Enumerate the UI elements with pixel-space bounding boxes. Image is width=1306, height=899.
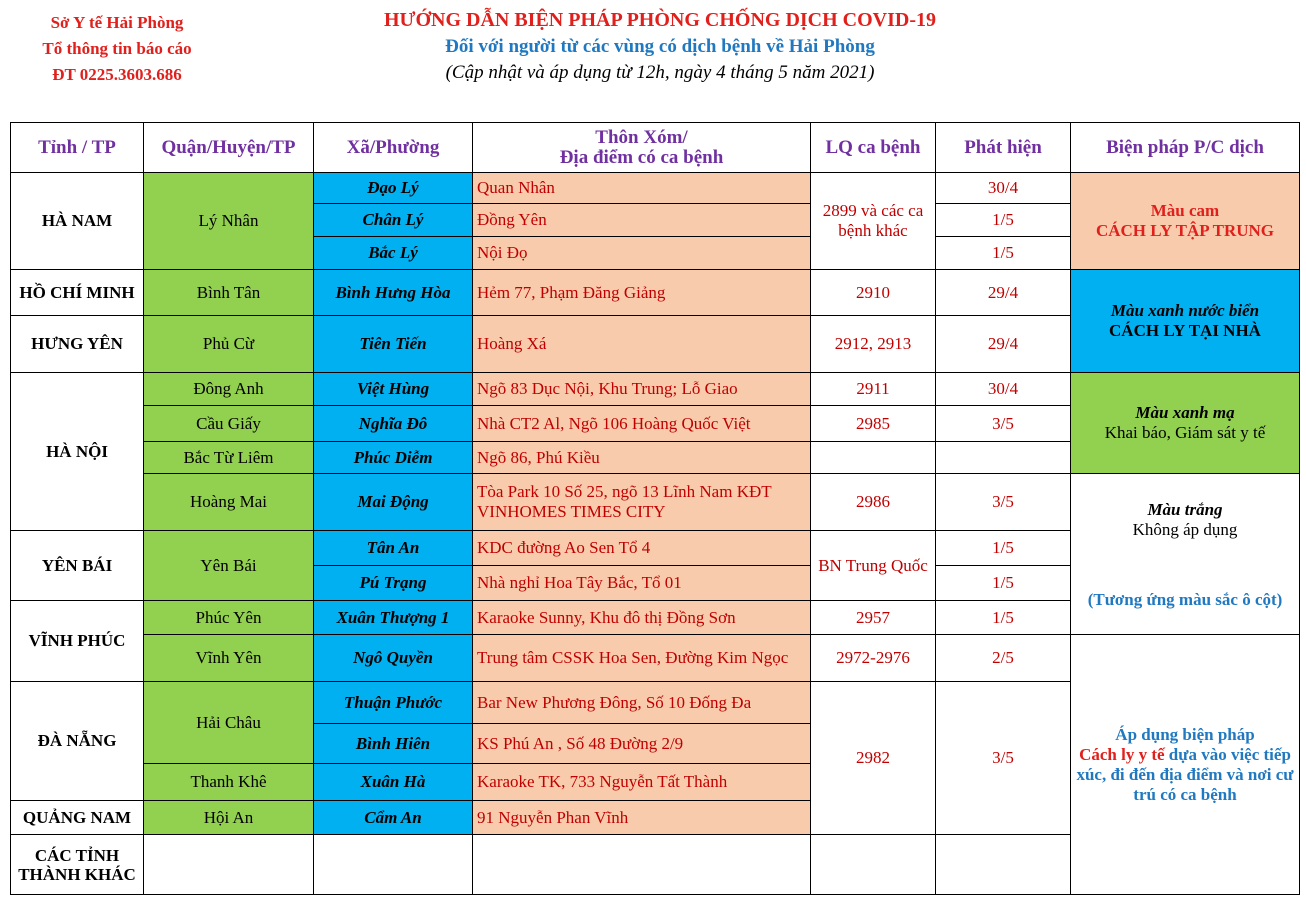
header-detected: Phát hiện [936,123,1071,173]
white-label: Màu trắng [1147,499,1223,519]
header-location: Thôn Xóm/ Địa điểm có ca bệnh [473,123,811,173]
detected-cell: 29/4 [936,316,1071,373]
ward-cell: Việt Hùng [314,373,473,406]
detected-cell: 1/5 [936,237,1071,270]
header-ward: Xã/Phường [314,123,473,173]
apply-isolation: Cách ly y tế [1079,744,1165,764]
ward-cell: Xuân Hà [314,764,473,801]
ward-cell: Cẩm An [314,801,473,835]
ward-cell: Ngô Quyền [314,635,473,682]
table-row [11,173,1300,204]
apply-criteria: dựa vào việc tiếp xúc, đi đến địa điểm và nơi cư trú có ca bệnh [1076,744,1294,804]
district-phucu: Phủ Cừ [144,316,314,373]
location-cell: KDC đường Ao Sen Tổ 4 [473,531,811,566]
location-cell: KS Phú An , Số 48 Đường 2/9 [473,724,811,764]
province-yenbai: YÊN BÁI [11,531,144,601]
measure-white [1071,474,1300,566]
detected-cell [936,442,1071,474]
location-cell: Ngõ 86, Phú Kiều [473,442,811,474]
related-hanam: 2899 và các ca bệnh khác [811,173,936,270]
province-hungyen: HƯNG YÊN [11,316,144,373]
empty-cell [936,835,1071,895]
province-other: CÁC TỈNH THÀNH KHÁC [11,835,144,895]
ward-cell: Xuân Thượng 1 [314,601,473,635]
empty-cell [473,835,811,895]
detected-cell: 1/5 [936,601,1071,635]
related-cell: 2910 [811,270,936,316]
measure-note [1071,566,1300,635]
table-header-row [11,123,1300,173]
province-hcm: HỒ CHÍ MINH [11,270,144,316]
issuer-org: Sở Y tế Hải Phòng [50,13,184,32]
detected-cell: 3/5 [936,474,1071,531]
province-quangnam: QUẢNG NAM [11,801,144,835]
issuer-block [22,10,212,88]
related-danang: 2982 [811,682,936,835]
district-hoangmai: Hoàng Mai [144,474,314,531]
ward-cell: Đạo Lý [314,173,473,204]
measure-apply [1071,635,1300,895]
outbreak-table [10,122,1300,895]
ward-cell: Phúc Diễm [314,442,473,474]
issuer-unit: Tổ thông tin báo cáo [42,39,192,58]
empty-cell [314,835,473,895]
measure-blue [1071,270,1300,373]
header-related: LQ ca bệnh [811,123,936,173]
related-cell: 2957 [811,601,936,635]
location-cell: Karaoke TK, 733 Nguyễn Tất Thành [473,764,811,801]
district-binhtan: Bình Tân [144,270,314,316]
detected-danang: 3/5 [936,682,1071,835]
measure-orange [1071,173,1300,270]
district-phucyen: Phúc Yên [144,601,314,635]
location-cell: 91 Nguyễn Phan Vĩnh [473,801,811,835]
document-subtitle: Đối với người từ các vùng có dịch bệnh về Hải Phòng [445,36,875,57]
district-bactuliem: Bắc Từ Liêm [144,442,314,474]
location-cell: Hoàng Xá [473,316,811,373]
document-title: HƯỚNG DẪN BIỆN PHÁP PHÒNG CHỐNG DỊCH COVID-19 [383,9,937,31]
location-cell: Ngõ 83 Dục Nội, Khu Trung; Lỗ Giao [473,373,811,406]
table-row [11,474,1300,531]
related-cell: 2985 [811,406,936,442]
detected-cell: 1/5 [936,204,1071,237]
color-note: (Tương ứng màu sắc ô cột) [1087,589,1283,609]
province-danang: ĐÀ NẴNG [11,682,144,801]
measure-green [1071,373,1300,474]
location-cell: Nhà CT2 Al, Ngõ 106 Hoàng Quốc Việt [473,406,811,442]
district-hoian: Hội An [144,801,314,835]
location-cell: Tòa Park 10 Số 25, ngõ 13 Lĩnh Nam KĐT VINHOMES TIMES CITY [473,474,811,531]
ward-cell: Thuận Phước [314,682,473,724]
apply-line-1: Áp dụng biện pháp [1115,724,1255,744]
province-vinhphuc: VĨNH PHÚC [11,601,144,682]
document-heading [300,6,1020,86]
document-update-note: (Cập nhật và áp dụng từ 12h, ngày 4 tháng 5 năm 2021) [445,62,875,83]
empty-cell [811,835,936,895]
detected-cell: 1/5 [936,566,1071,601]
related-cell: 2986 [811,474,936,531]
orange-label: Màu cam [1150,201,1220,220]
green-action: Khai báo, Giám sát y tế [1104,423,1266,442]
empty-cell [144,835,314,895]
header-province: Tỉnh / TP [11,123,144,173]
orange-action: CÁCH LY TẬP TRUNG [1095,221,1275,240]
related-cell: 2911 [811,373,936,406]
detected-cell: 1/5 [936,531,1071,566]
ward-cell: Bắc Lý [314,237,473,270]
location-cell: Đồng Yên [473,204,811,237]
district-vinhyen: Vĩnh Yên [144,635,314,682]
district-yenbai: Yên Bái [144,531,314,601]
blue-action: CÁCH LY TẠI NHÀ [1109,321,1261,340]
ward-cell: Tiên Tiến [314,316,473,373]
related-cell: 2912, 2913 [811,316,936,373]
green-label: Màu xanh mạ [1135,403,1235,422]
province-hanam: HÀ NAM [11,173,144,270]
location-cell: Nội Đọ [473,237,811,270]
issuer-phone: ĐT 0225.3603.686 [52,65,182,84]
detected-cell: 30/4 [936,173,1071,204]
ward-cell: Mai Động [314,474,473,531]
ward-cell: Pú Trạng [314,566,473,601]
related-cell: 2972-2976 [811,635,936,682]
location-cell: Karaoke Sunny, Khu đô thị Đồng Sơn [473,601,811,635]
district-donganh: Đông Anh [144,373,314,406]
table-row [11,270,1300,316]
district-haichau: Hải Châu [144,682,314,764]
location-cell: Hẻm 77, Phạm Đăng Giảng [473,270,811,316]
detected-cell: 3/5 [936,406,1071,442]
location-cell: Bar New Phương Đông, Số 10 Đống Đa [473,682,811,724]
ward-cell: Chân Lý [314,204,473,237]
location-cell: Trung tâm CSSK Hoa Sen, Đường Kim Ngọc [473,635,811,682]
header-measure: Biện pháp P/C dịch [1071,123,1300,173]
detected-cell: 2/5 [936,635,1071,682]
district-caugiay: Cầu Giấy [144,406,314,442]
location-cell: Quan Nhân [473,173,811,204]
district-thanhkhe: Thanh Khê [144,764,314,801]
white-action: Không áp dụng [1132,519,1238,539]
table-row [11,373,1300,406]
header-district: Quận/Huyện/TP [144,123,314,173]
blue-label: Màu xanh nước biển [1110,301,1260,320]
detected-cell: 30/4 [936,373,1071,406]
ward-cell: Nghĩa Đô [314,406,473,442]
ward-cell: Bình Hiên [314,724,473,764]
table-row [11,635,1300,682]
ward-cell: Bình Hưng Hòa [314,270,473,316]
detected-cell: 29/4 [936,270,1071,316]
ward-cell: Tân An [314,531,473,566]
related-cell [811,442,936,474]
related-yenbai: BN Trung Quốc [811,531,936,601]
district-lynhan: Lý Nhân [144,173,314,270]
province-hanoi: HÀ NỘI [11,373,144,531]
location-cell: Nhà nghỉ Hoa Tây Bắc, Tổ 01 [473,566,811,601]
